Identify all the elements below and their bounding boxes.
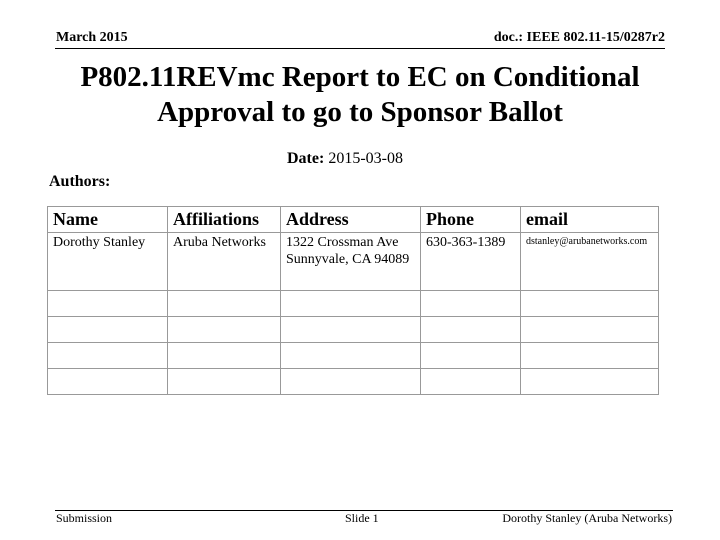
table-cell (521, 343, 659, 369)
author-email: dstanley@arubanetworks.com (521, 233, 659, 291)
table-cell (281, 291, 421, 317)
table-cell (48, 369, 168, 395)
header-date: March 2015 (56, 30, 128, 45)
header-phone: Phone (421, 207, 521, 233)
table-row (48, 291, 659, 317)
table-row (48, 369, 659, 395)
author-name: Dorothy Stanley (48, 233, 168, 291)
table-cell (281, 369, 421, 395)
header-email: email (521, 207, 659, 233)
table-row (48, 233, 659, 291)
header-affiliations: Affiliations (168, 207, 281, 233)
date-value: 2015-03-08 (324, 150, 403, 167)
table-cell (421, 369, 521, 395)
table-cell (421, 343, 521, 369)
table-cell (168, 317, 281, 343)
table-cell (168, 291, 281, 317)
table-cell (281, 317, 421, 343)
table-cell (421, 317, 521, 343)
table-row (48, 317, 659, 343)
table-cell (521, 369, 659, 395)
authors-table (47, 206, 659, 395)
table-cell (168, 343, 281, 369)
table-cell (521, 291, 659, 317)
header-name: Name (48, 207, 168, 233)
slide-title: P802.11REVmc Report to EC on Conditional Approval to go to Sponsor Ballot (80, 61, 640, 128)
author-affiliation: Aruba Networks (168, 233, 281, 291)
header-divider (55, 48, 665, 49)
table-cell (48, 291, 168, 317)
authors-label: Authors: (49, 173, 111, 190)
date-label: Date: (287, 150, 325, 167)
author-phone: 630-363-1389 (421, 233, 521, 291)
table-cell (48, 317, 168, 343)
table-cell (281, 343, 421, 369)
date-line (287, 150, 403, 168)
author-address: 1322 Crossman Ave Sunnyvale, CA 94089 (281, 233, 421, 291)
header-address: Address (281, 207, 421, 233)
footer-slide-number: Slide 1 (345, 511, 379, 525)
table-cell (521, 317, 659, 343)
table-cell (168, 369, 281, 395)
table-cell (48, 343, 168, 369)
table-cell (421, 291, 521, 317)
footer-submission: Submission (56, 511, 113, 525)
header-doc-number: doc.: IEEE 802.11-15/0287r2 (493, 30, 665, 45)
table-row (48, 343, 659, 369)
table-header-row (48, 207, 659, 233)
footer-author: Dorothy Stanley (Aruba Networks) (502, 511, 672, 525)
